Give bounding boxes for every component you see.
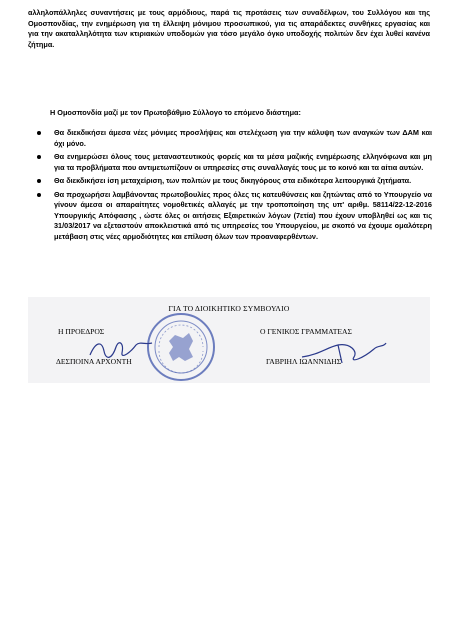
bullet-icon bbox=[37, 193, 41, 197]
president-role: Η ΠΡΟΕΔΡΟΣ bbox=[58, 327, 105, 336]
bullet-icon bbox=[37, 131, 41, 135]
president-name: ΔΕΣΠΟΙΝΑ ΑΡΧΟΝΤΗ bbox=[56, 357, 132, 366]
secretary-role: Ο ΓΕΝΙΚΟΣ ΓΡΑΜΜΑΤΕΑΣ bbox=[260, 327, 352, 336]
bullet-text: Θα διεκδικήσει άμεσα νέες μόνιμες προσλήψεις και στελέχωση για την κάλυψη των αναγκών των ΔΑΜ και όχι μόνο. bbox=[54, 128, 432, 148]
bullet-item bbox=[28, 128, 432, 149]
bullet-text: Θα προχωρήσει λαμβάνοντας πρωτοβουλίες προς όλες τις κατευθύνσεις και ζητώντας από το Υπουργείο να γίνουν άμεσα οι απαραίτητες νομοθετικές αλλαγές με την τροποποίηση της υπ' αριθμ. 58114/22-12-2016 Υπουργικής Απόφασης , ώστε όλες οι αιτήσεις Εξαιρετικών λόγων (7ετία) που έχουν υποβληθεί ως και τις 31/03/2017 να εξεταστούν αποκλειστικά από τις υπηρεσίες του Υπουργείου, με σκοπό να έχουμε ομαλότερη μετάβαση στις νέες αρμοδιότητες και επίλυση όλων των προαναφερθέντων. bbox=[54, 189, 432, 241]
bullet-text: Θα διεκδικήσει ίση μεταχείριση, των πολιτών με τους δικηγόρους στα ειδικότερα λειτουργικά ζητήματα. bbox=[54, 176, 412, 185]
bullet-icon bbox=[37, 155, 41, 159]
signature-heading: ΓΙΑ ΤΟ ΔΙΟΙΚΗΤΙΚΟ ΣΥΜΒΟΥΛΙΟ bbox=[168, 304, 290, 313]
bullet-item bbox=[28, 190, 432, 243]
bullet-icon bbox=[37, 179, 41, 183]
secretary-signature-icon bbox=[298, 337, 388, 367]
bullet-item bbox=[28, 176, 432, 187]
intro-line: Η Ομοσπονδία μαζί με τον Πρωτοβάθμιο Σύλλογο το επόμενο διάστημα: bbox=[50, 108, 301, 117]
bullet-item bbox=[28, 152, 432, 173]
president-signature-icon bbox=[86, 333, 156, 363]
top-paragraph: αλληλοπάλληλες συναντήσεις με τους αρμόδιους, παρά τις προτάσεις των συναδέλφων, του Συλλόγου και της Ομοσπονδίας, την ενημέρωση για τη έλλειψη μόνιμου προσωπικού, για τις απαράδεκτες συνθήκες εργασίας και για την ακαταλληλότητα των κτιριακών υποδομών για τόσο μεγάλο όγκο υποδοχής πολιτών δεν έχει λυθεί κανένα ζήτημα. bbox=[28, 8, 430, 49]
signature-block bbox=[28, 297, 430, 383]
secretary-name: ΓΑΒΡΙΗΛ ΙΩΑΝΝΙΔΗΣ bbox=[266, 357, 342, 366]
bullet-list bbox=[28, 128, 432, 245]
bullet-text: Θα ενημερώσει όλους τους μεταναστευτικούς φορείς και τα μέσα μαζικής ενημέρωσης ελληνόφωνα και μη για τα προβλήματα που αντιμετωπίζουν οι υπηρεσίες στις συναλλαγές τους με το κοινό και τα αίτια αυτών. bbox=[54, 152, 432, 172]
